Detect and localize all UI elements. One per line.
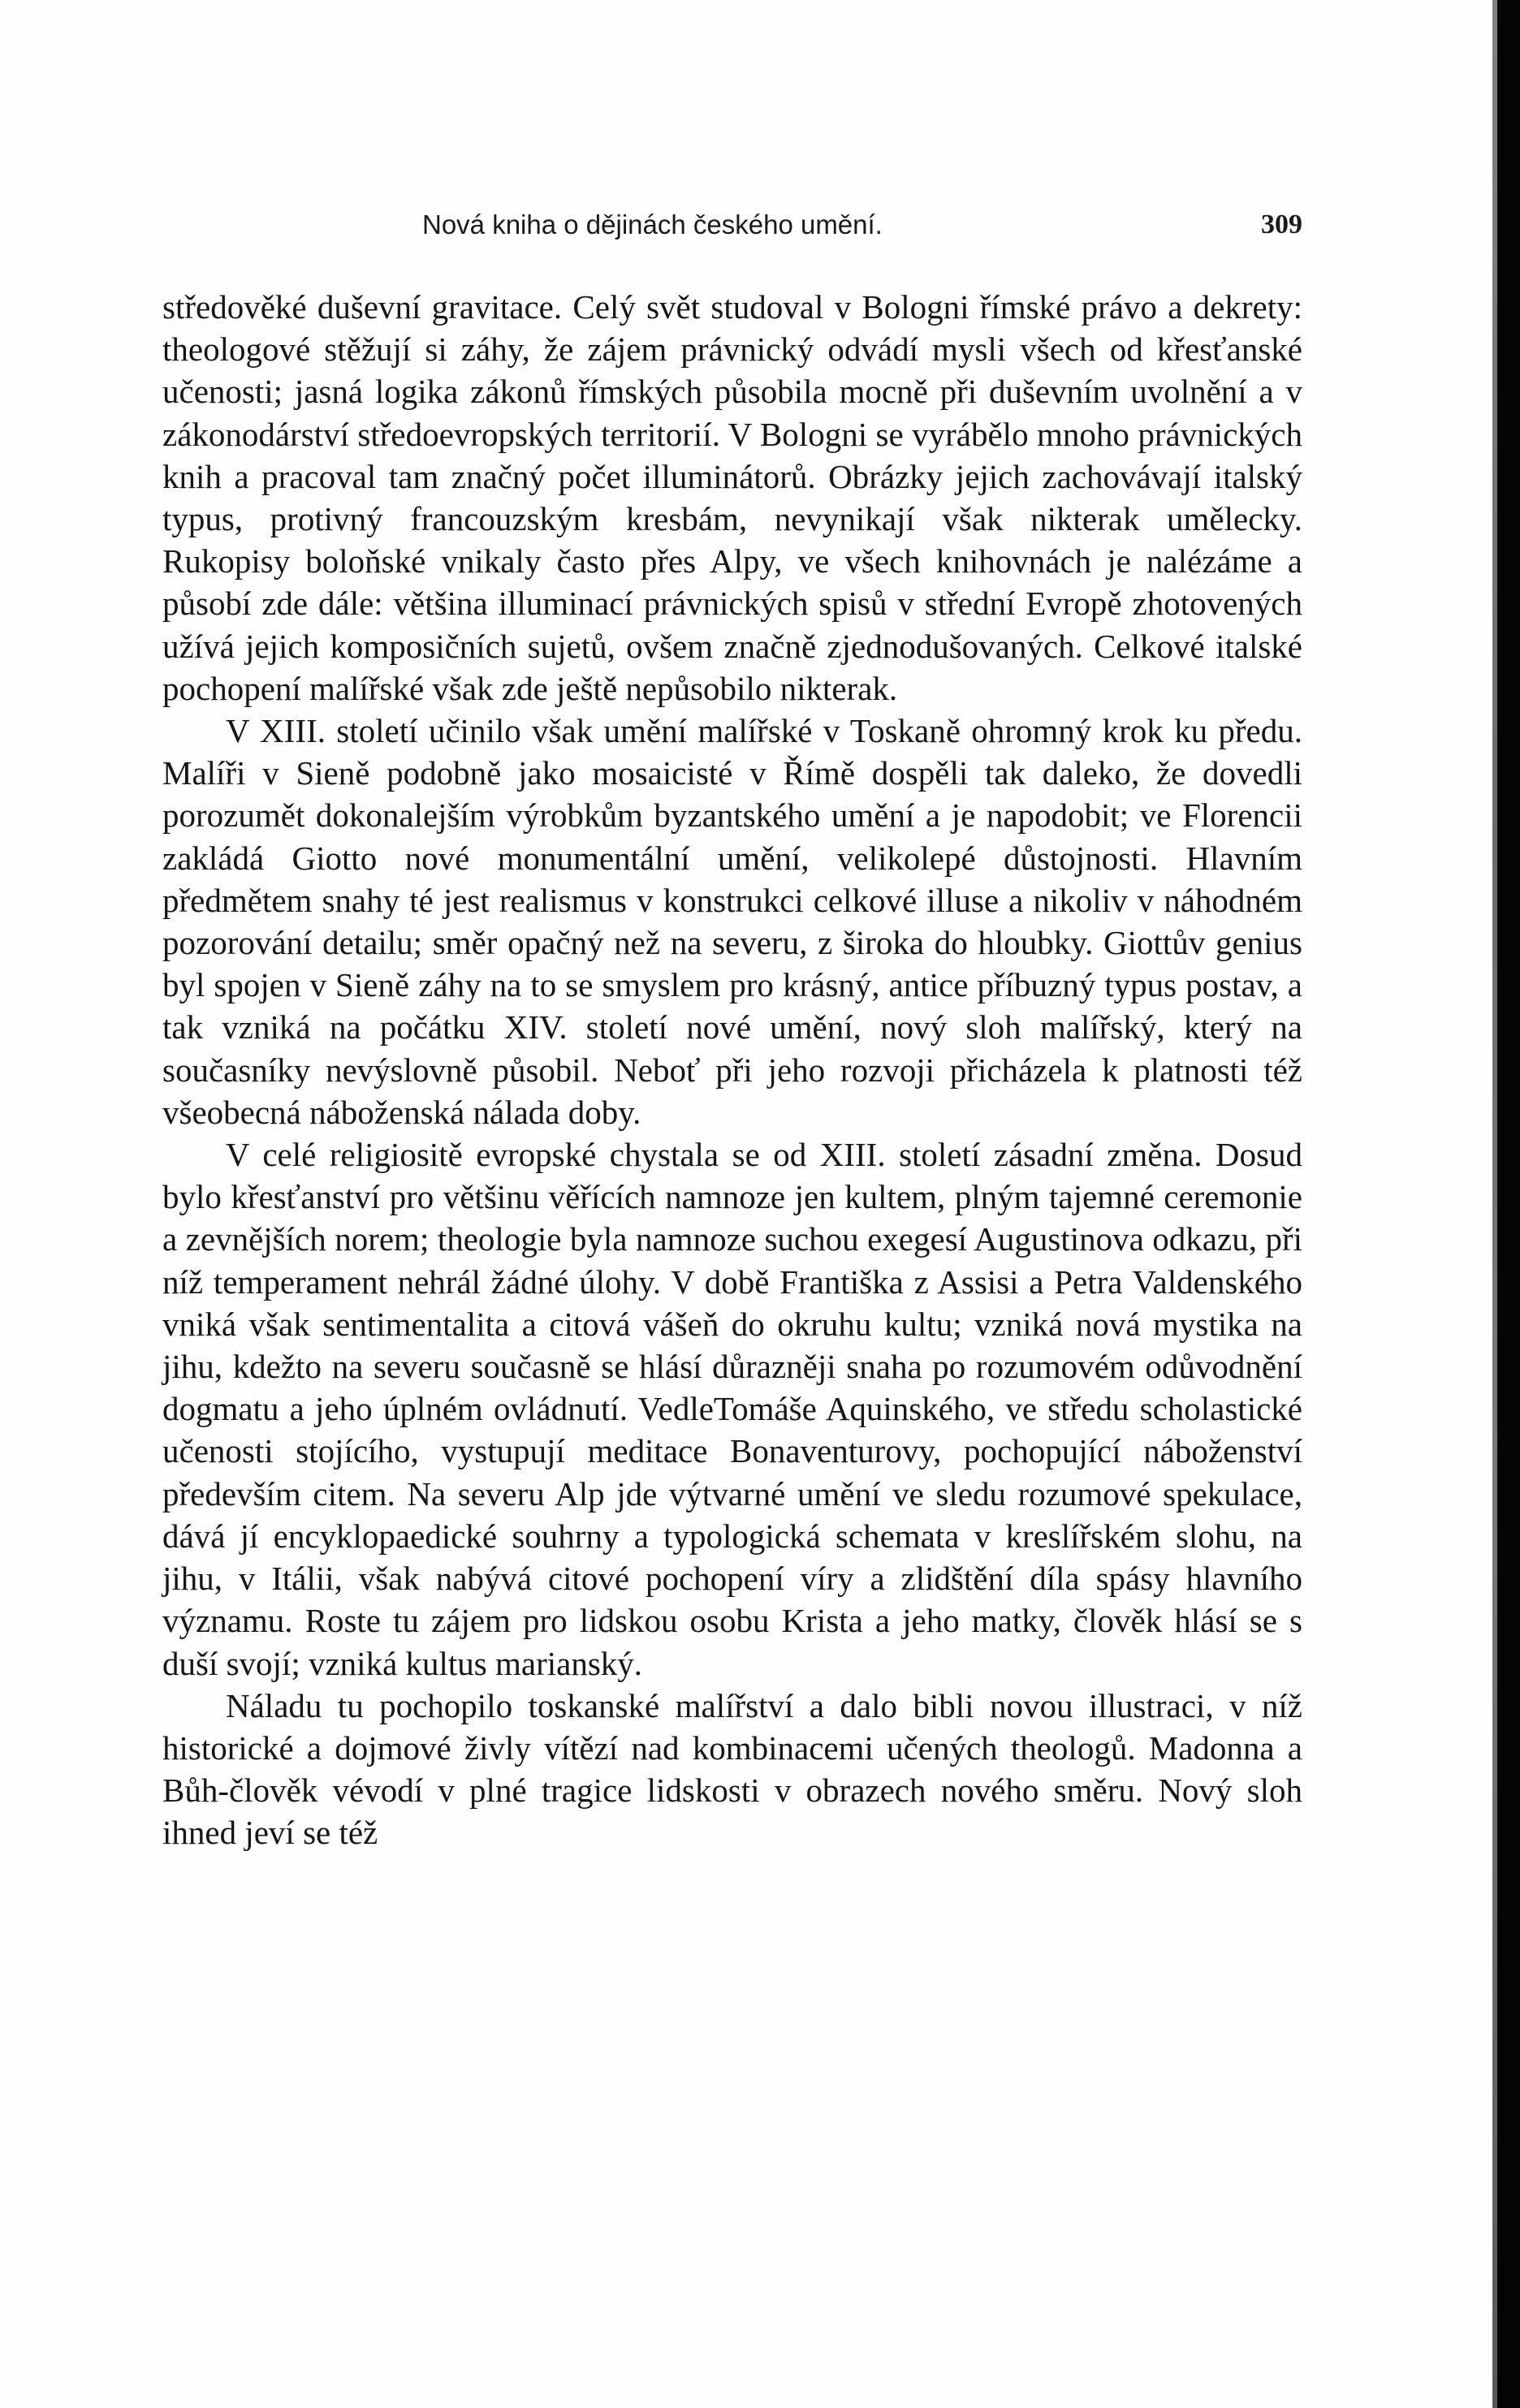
paragraph: V XIII. století učinilo však umění malířské v Toskaně ohromný krok ku předu. Malíři v Sieně podobně jako mosaicisté v Římě dospěli tak daleko, že dovedli porozumět dokonalejším výrobkům byzantského umění a je napodobit; ve Florencii zakládá Giotto nové monumentální umění, velikolepé důstojnosti. Hlavním předmětem snahy té jest realismus v konstrukci celkové illuse a nikoliv v náhodném pozorování detailu; směr opačný než na severu, z široka do hloubky. Giottův genius byl spojen v Sieně záhy na to se smyslem pro krásný, antice příbuzný typus postav, a tak vzniká na počátku XIV. století nové umění, nový sloh malířský, který na současníky nevýslovně působil. Neboť při jeho rozvoji přicházela k platnosti též všeobecná náboženská nálada doby. (162, 712, 1302, 1131)
running-title: Nová kniha o dějinách českého umění. (422, 209, 883, 240)
paragraph: Náladu tu pochopilo toskanské malířství a dalo bibli novou illustraci, v níž historické a dojmové živly vítězí nad kombinacemi učených theologů. Madonna a Bůh-člověk vévodí v plné tragice lidskosti v obrazech nového směru. Nový sloh ihned jeví se též (162, 1686, 1302, 1852)
paragraph: středověké duševní gravitace. Celý svět studoval v Bologni římské právo a dekrety: theologové stěžují si záhy, že zájem právnický odvádí mysli všech od křesťanské učenosti; jasná logika zákonů římských působila mocně při duševním uvolnění a v zákonodárství středoevropských territorií. V Bologni se vyrábělo mnoho právnických knih a pracoval tam značný počet illuminátorů. Obrázky jejich zachovávají italský typus, protivný francouzským kresbám, nevynikají však nikterak umělecky. Rukopisy boloňské vnikaly často přes Alpy, ve všech knihovnách je nalézáme a působí zde dále: většina illuminací právnických spisů v střední Evropě zhotovených užívá jejich komposičních sujetů, ovšem značně zjednodušovaných. Celkové italské pochopení malířské však zde ještě nepůsobilo nikterak. (162, 288, 1302, 707)
scan-border (1492, 0, 1520, 2408)
page-edge-shadow (1492, 0, 1497, 2408)
body-text (162, 286, 1302, 1854)
page-number: 309 (1261, 209, 1302, 240)
paragraph: V celé religiositě evropské chystala se od XIII. století zásadní změna. Dosud bylo křesťanství pro většinu věřících namnoze jen kultem, plným tajemné ceremonie a zevnějších norem; theologie byla namnoze suchou exegesí Augustinova odkazu, při níž temperament nehrál žádné úlohy. V době Františka z Assisi a Petra Valdenského vniká však sentimentalita a citová vášeň do okruhu kultu; vzniká nová mystika na jihu, kdežto na severu současně se hlásí důrazněji snaha po rozumovém odůvodnění dogmatu a jeho úplném ovládnutí. VedleTomáše Aquinského, ve středu scholastické učenosti stojícího, vystupují meditace Bonaventurovy, pochopující náboženství především citem. Na severu Alp jde výtvarné umění ve sledu rozumové spekulace, dává jí encyklopaedické souhrny a typologická schemata v kreslířském slohu, na jihu, v Itálii, však nabývá citové pochopení víry a zlidštění díla spásy hlavního významu. Roste tu zájem pro lidskou osobu Krista a jeho matky, člověk hlásí se s duší svojí; vzniká kultus marianský. (162, 1136, 1302, 1682)
page-header (162, 203, 1302, 252)
